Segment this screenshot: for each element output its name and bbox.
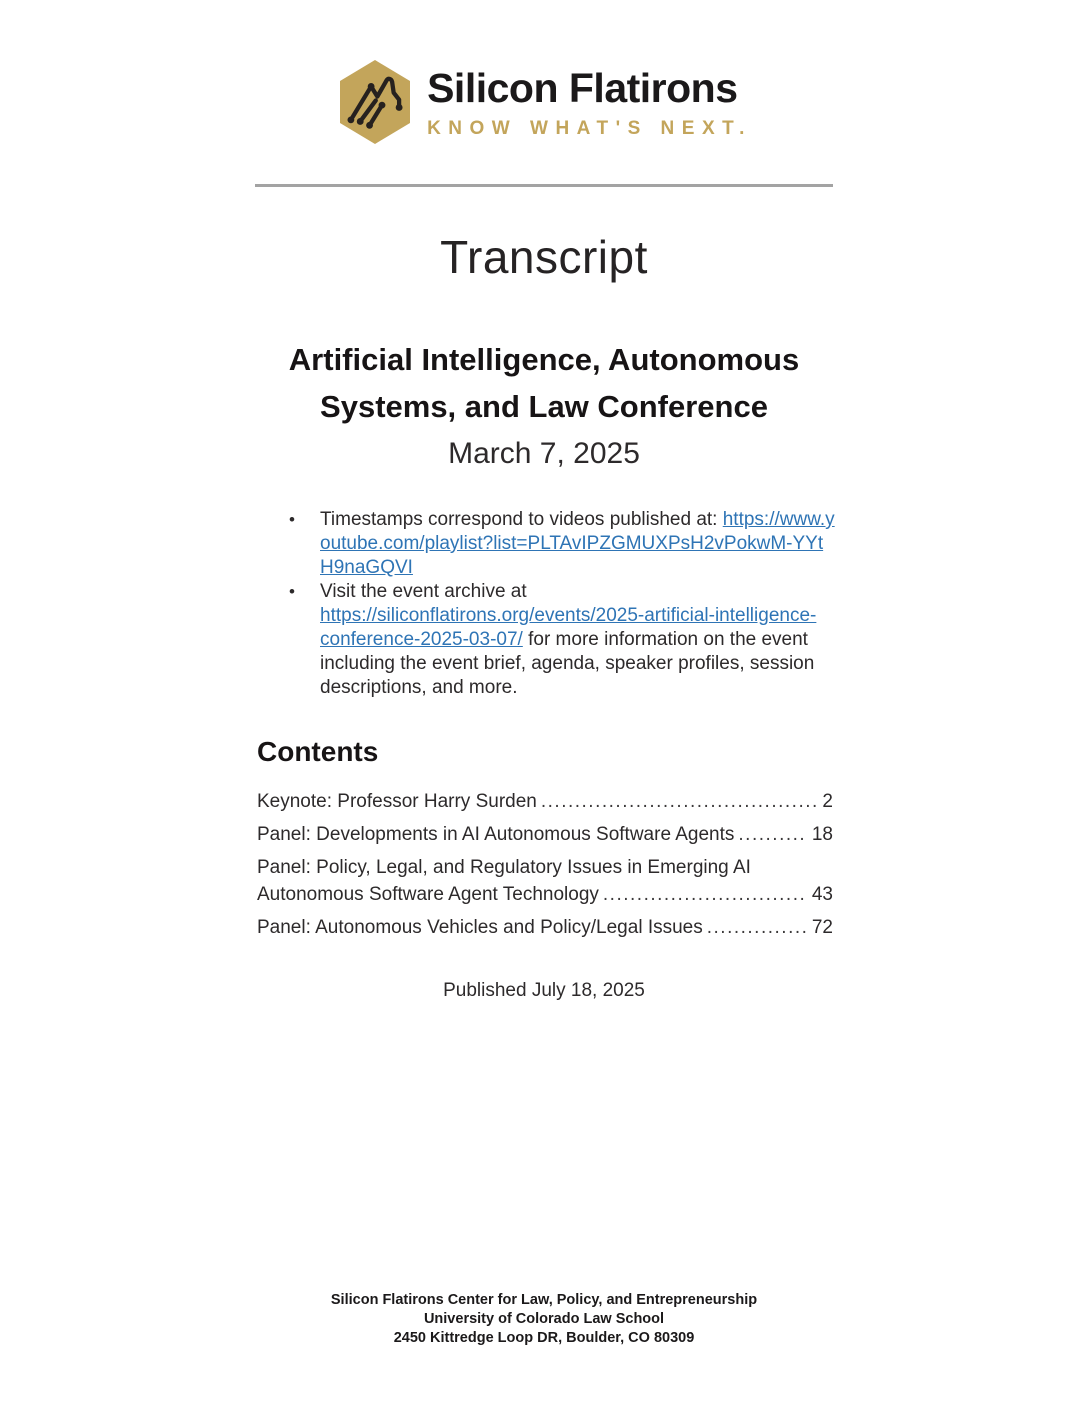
logo-text: [427, 66, 752, 140]
brand-tagline: KNOW WHAT'S NEXT.: [427, 118, 752, 140]
toc-leader-dots: [738, 821, 805, 848]
document-title: Transcript: [440, 231, 648, 283]
published-date: Published July 18, 2025: [443, 980, 645, 1001]
toc-label: Autonomous Software Agent Technology: [257, 884, 599, 905]
table-of-contents: [257, 788, 833, 947]
toc-label: Panel: Autonomous Vehicles and Policy/Legal Issues: [257, 917, 703, 938]
toc-page-number: 72: [811, 917, 833, 938]
youtube-playlist-link[interactable]: https://www.youtube.com/playlist?list=PLTAvIPZGMUXPsH2vPokwM-YYtH9naGQVI: [320, 509, 835, 578]
note-text: Visit the event archive at: [320, 581, 527, 602]
note-item-timestamps: [257, 508, 835, 580]
toc-item-panel-vehicles: [257, 914, 833, 941]
footer-line-org: Silicon Flatirons Center for Law, Policy, and Entrepreneurship: [330, 1292, 758, 1308]
note-item-archive: [257, 580, 835, 700]
brand-name: Silicon Flatirons: [427, 65, 738, 111]
footer-address: [0, 1291, 1088, 1348]
bullet-icon: •: [289, 510, 295, 529]
logo: [0, 60, 1088, 144]
toc-page-number: 43: [811, 884, 833, 905]
toc-item-panel-developments: [257, 821, 833, 848]
contents-heading: Contents: [257, 736, 379, 767]
event-title-line1: Artificial Intelligence, Autonomous: [288, 342, 800, 377]
toc-item-keynote: [257, 788, 833, 815]
event-title-block: [0, 336, 1088, 477]
mountain-circuit-icon: [336, 60, 414, 144]
toc-leader-dots: [603, 881, 806, 908]
toc-label: Panel: Policy, Legal, and Regulatory Issues in Emerging AI: [257, 857, 751, 878]
toc-label: Panel: Developments in AI Autonomous Software Agents: [257, 824, 735, 845]
footer-line-address: 2450 Kittredge Loop DR, Boulder, CO 80309: [393, 1330, 695, 1346]
notes-list: [257, 508, 835, 700]
bullet-icon: •: [289, 582, 295, 601]
footer-line-school: University of Colorado Law School: [423, 1311, 665, 1327]
header-divider: [255, 184, 833, 187]
toc-leader-dots: [707, 914, 806, 941]
note-text: Timestamps correspond to videos published at:: [320, 509, 718, 530]
toc-leader-dots: [541, 788, 817, 815]
toc-item-panel-policy: [257, 854, 833, 908]
note-text: for more information on the event including the event brief, agenda, speaker profiles, session descriptions, and more.: [320, 629, 815, 698]
toc-label: Keynote: Professor Harry Surden: [257, 791, 537, 812]
event-date: March 7, 2025: [448, 437, 640, 470]
event-archive-link[interactable]: https://siliconflatirons.org/events/2025-artificial-intelligence-conference-2025-03-07/: [320, 605, 817, 650]
event-title-line2: Systems, and Law Conference: [320, 389, 768, 424]
toc-page-number: 18: [811, 824, 833, 845]
toc-page-number: 2: [822, 791, 833, 812]
